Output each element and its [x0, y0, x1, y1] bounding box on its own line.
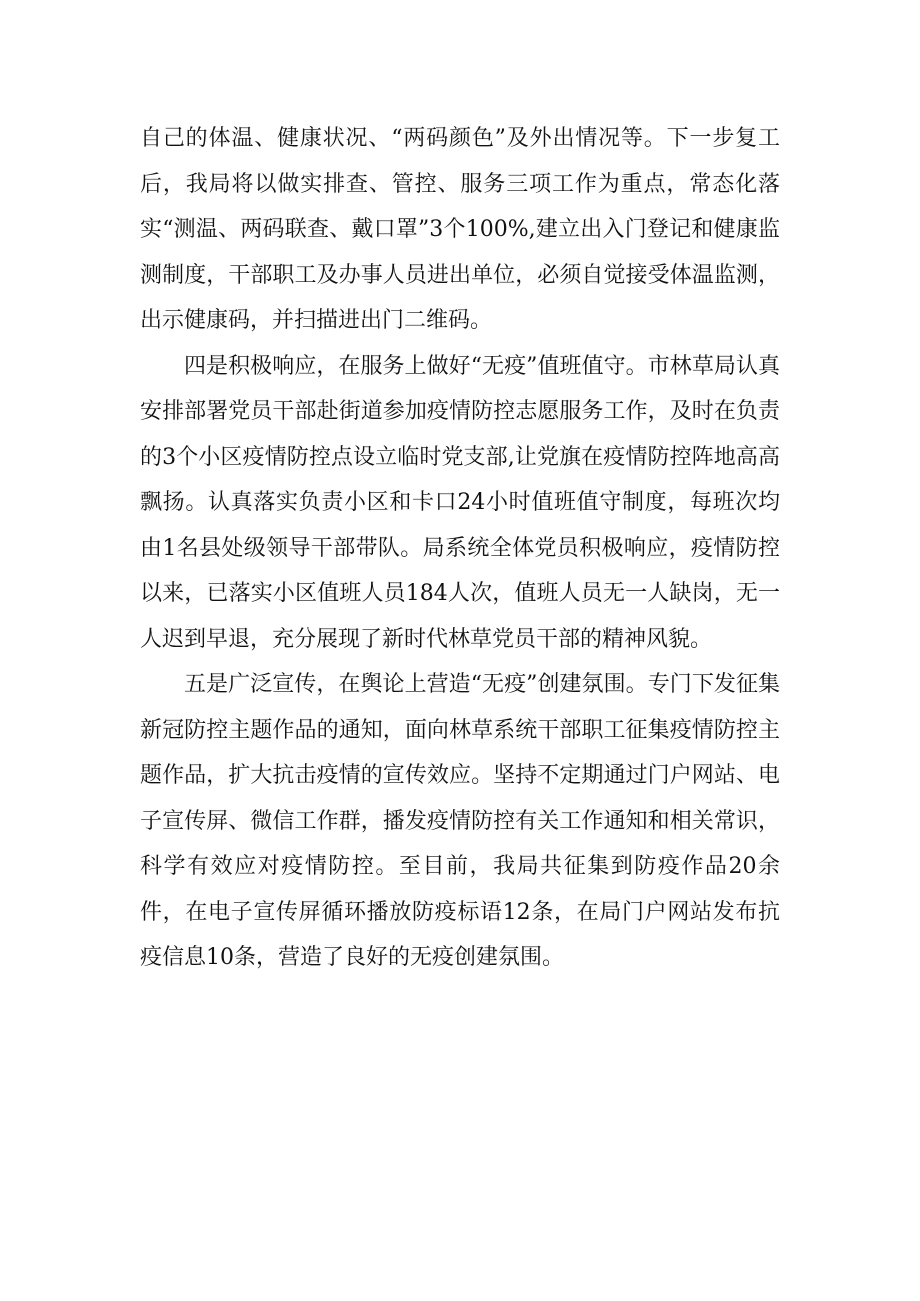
document-body	[140, 116, 780, 981]
paragraph-publicity: 五是广泛宣传，在舆论上营造“无疫”创建氛围。专门下发征集新冠防控主题作品的通知，面向林草系统干部职工征集疫情防控主题作品，扩大抗击疫情的宣传效应。坚持不定期通过门户网站、电子宣传屏、微信工作群，播发疫情防控有关工作通知和相关常识，科学有效应对疫情防控。至目前，我局共征集到防疫作品20余件，在电子宣传屏循环播放防疫标语12条，在局门户网站发布抗疫信息10条，营造了良好的无疫创建氛围。	[140, 672, 780, 970]
paragraph-continuation: 自己的体温、健康状况、“两码颜色”及外出情况等。下一步复工后，我局将以做实排查、管控、服务三项工作为重点，常态化落实“测温、两码联查、戴口罩”3个100%,建立出入门登记和健康监测制度，干部职工及办事人员进出单位，必须自觉接受体温监测，出示健康码，并扫描进出门二维码。	[140, 126, 780, 333]
paragraph-duty-service: 四是积极响应，在服务上做好“无疫”值班值守。市林草局认真安排部署党员干部赴街道参加疫情防控志愿服务工作，及时在负责的3个小区疫情防控点设立临时党支部,让党旗在疫情防控阵地高高飘扬。认真落实负责小区和卡口24小时值班值守制度，每班次均由1名县处级领导干部带队。局系统全体党员积极响应，疫情防控以来，已落实小区值班人员184人次，值班人员无一人缺岗，无一人迟到早退，充分展现了新时代林草党员干部的精神风貌。	[140, 353, 780, 652]
